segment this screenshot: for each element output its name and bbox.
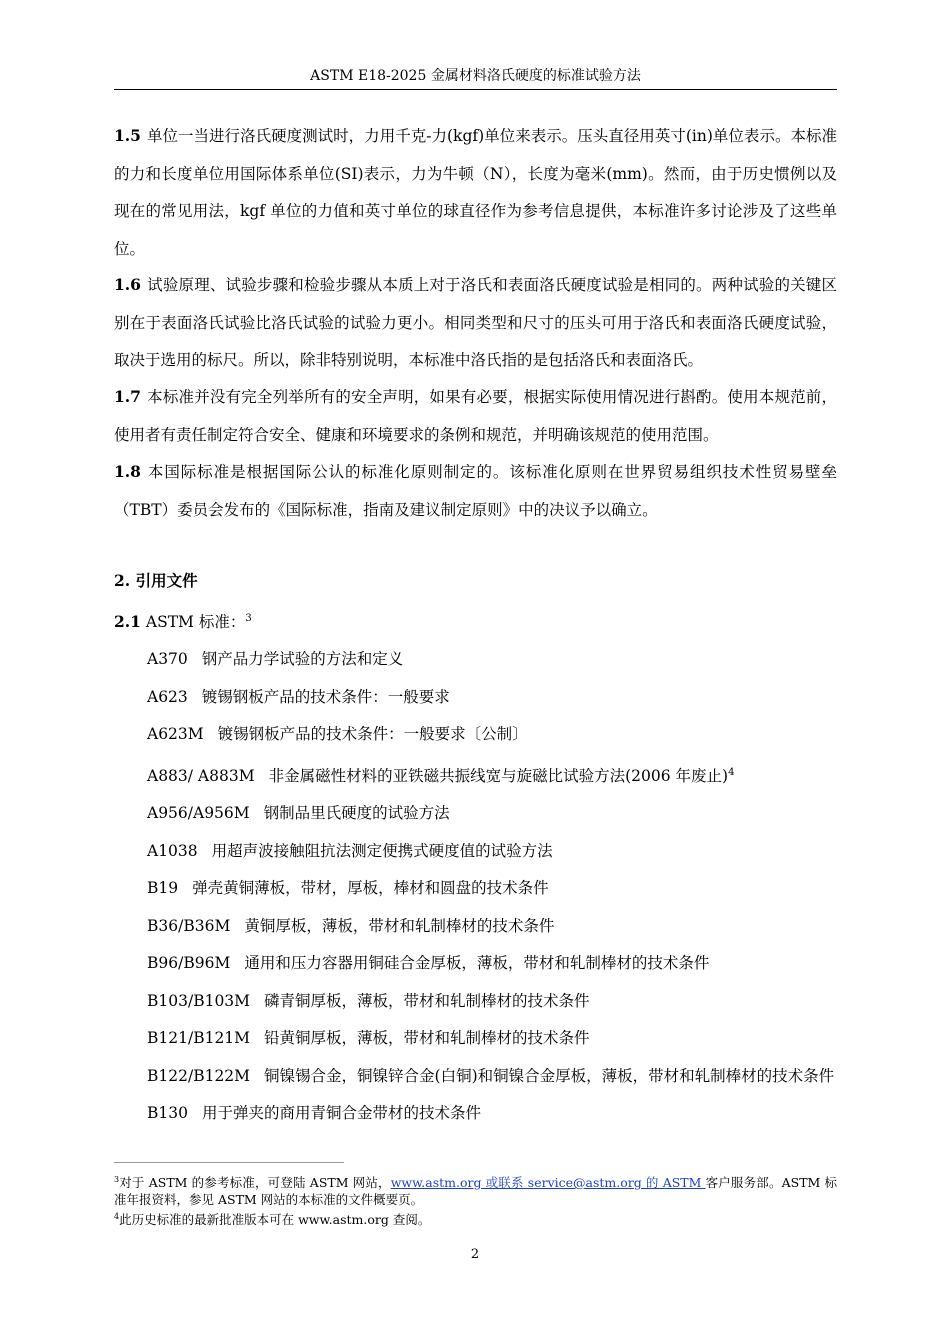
- section-number: 1.8: [114, 462, 141, 481]
- reference-title: 磷青铜厚板，薄板，带材和轧制棒材的技术条件: [264, 991, 590, 1010]
- reference-item: [114, 1020, 837, 1058]
- section-2-heading: 2. 引用文件: [114, 571, 198, 590]
- reference-item: [114, 679, 837, 717]
- reference-title: 用超声波接触阻抗法测定便携式硬度值的试验方法: [211, 841, 553, 860]
- reference-item: [114, 795, 837, 833]
- section-1-5: [114, 117, 837, 268]
- reference-code: A623M: [147, 725, 204, 743]
- footnote-text: 客户服务部。ASTM 标准年报资料，参见 ASTM 网站的本标准的文件概要页。: [114, 1175, 837, 1208]
- reference-item: [114, 833, 837, 871]
- reference-item: [114, 908, 837, 946]
- reference-item: [114, 1095, 837, 1133]
- reference-title: 黄铜厚板，薄板，带材和轧制棒材的技术条件: [244, 916, 555, 935]
- footnotes: [114, 1171, 837, 1228]
- subsection-text: ASTM 标准：: [145, 613, 246, 632]
- reference-item: [114, 945, 837, 983]
- reference-code: A370: [147, 650, 188, 668]
- footnote-mark: 3: [114, 1175, 120, 1184]
- reference-item: [114, 1058, 837, 1096]
- reference-list: [114, 641, 837, 1133]
- footnote-4: [114, 1208, 837, 1228]
- reference-code: A1038: [147, 841, 198, 860]
- reference-item: [114, 754, 837, 796]
- page-header: ASTM E18-2025 金属材料洛氏硬度的标准试验方法: [114, 66, 837, 90]
- reference-code: A623: [147, 687, 188, 706]
- reference-code: B121/B121M: [147, 1029, 251, 1048]
- reference-title: 铅黄铜厚板，薄板，带材和轧制棒材的技术条件: [264, 1029, 590, 1048]
- reference-title: 铜镍锡合金，铜镍锌合金(白铜)和铜镍合金厚板，薄板，带材和轧制棒材的技术条件: [264, 1066, 835, 1085]
- reference-code: B36/B36M: [147, 916, 231, 935]
- reference-title: 通用和压力容器用铜硅合金厚板，薄板，带材和轧制棒材的技术条件: [244, 954, 710, 973]
- reference-code: B130: [147, 1104, 188, 1123]
- section-number: 1.6: [114, 275, 141, 294]
- reference-title: 钢制品里氏硬度的试验方法: [263, 804, 450, 823]
- reference-code: A956/A956M: [147, 804, 250, 823]
- reference-title: 镀锡钢板产品的技术条件：一般要求〔公制〕: [217, 725, 528, 743]
- reference-item: [114, 716, 837, 754]
- section-number: 1.5: [114, 126, 141, 145]
- reference-title: 用于弹夹的商用青铜合金带材的技术条件: [201, 1104, 481, 1123]
- reference-code: B122/B122M: [147, 1066, 251, 1085]
- reference-code: B19: [147, 879, 179, 898]
- reference-code: B103/B103M: [147, 991, 251, 1010]
- footnote-text: 对于 ASTM 的参考标准，可登陆 ASTM 网站，: [119, 1175, 391, 1191]
- footnote-mark: 4: [114, 1212, 120, 1222]
- reference-title: 弹壳黄铜薄板，带材，厚板，棒材和圆盘的技术条件: [192, 879, 549, 898]
- reference-item: [114, 870, 837, 908]
- section-1-7: [114, 378, 837, 454]
- section-text: 本标准并没有完全列举所有的安全声明，如果有必要，根据实际使用情况进行斟酌。使用本规范前，使用者有责任制定符合安全、健康和环境要求的条例和规范，并明确该规范的使用范围。: [114, 388, 837, 444]
- section-2-1: [114, 604, 252, 637]
- page-number: 2: [470, 1247, 480, 1262]
- footnote-3: [114, 1171, 837, 1208]
- reference-title: 非金属磁性材料的亚铁磁共振线宽与旋磁比试验方法(2006 年废止): [268, 766, 729, 785]
- reference-code: B96/B96M: [147, 954, 231, 973]
- footnote-ref[interactable]: 4: [728, 766, 735, 778]
- astm-website-link[interactable]: www.astm.org 或联系 service@astm.org 的 ASTM: [390, 1175, 706, 1191]
- reference-item: [114, 983, 837, 1021]
- footnote-text: 此历史标准的最新批准版本可在 www.astm.org 查阅。: [119, 1212, 431, 1228]
- subsection-number: 2.1: [114, 612, 141, 632]
- reference-code: A883/ A883M: [147, 766, 255, 785]
- section-text: 试验原理、试验步骤和检验步骤从本质上对于洛氏和表面洛氏硬度试验是相同的。两种试验的关键区别在于表面洛氏试验比洛氏试验的试验力更小。相同类型和尺寸的压头可用于洛氏和表面洛氏硬度试验，取决于选用的标尺。所以，除非特别说明，本标准中洛氏指的是包括洛氏和表面洛氏。: [114, 276, 837, 369]
- footnote-divider: [114, 1162, 344, 1163]
- reference-item: [114, 641, 837, 679]
- section-1-6: [114, 266, 837, 380]
- reference-title: 镀锡钢板产品的技术条件：一般要求: [201, 687, 450, 706]
- section-text: 本国际标准是根据国际公认的标准化原则制定的。该标准化原则在世界贸易组织技术性贸易壁垒（TBT）委员会发布的《国际标准，指南及建议制定原则》中的决议予以确立。: [114, 463, 837, 519]
- section-text: 单位一当进行洛氏硬度测试时，力用千克-力(kgf)单位来表示。压头直径用英寸(in)单位表示。本标准的力和长度单位用国际体系单位(SI)表示，力为牛顿（N），长度为毫米(mm)。然而，由于历史惯例以及现在的常见用法，kgf 单位的力值和英寸单位的球直径作为参考信息提供，本标准许多讨论涉及了这些单位。: [114, 127, 837, 258]
- footnote-ref[interactable]: 3: [245, 613, 252, 624]
- section-number: 1.7: [114, 387, 141, 406]
- section-1-8: [114, 453, 837, 529]
- reference-title: 钢产品力学试验的方法和定义: [201, 650, 404, 668]
